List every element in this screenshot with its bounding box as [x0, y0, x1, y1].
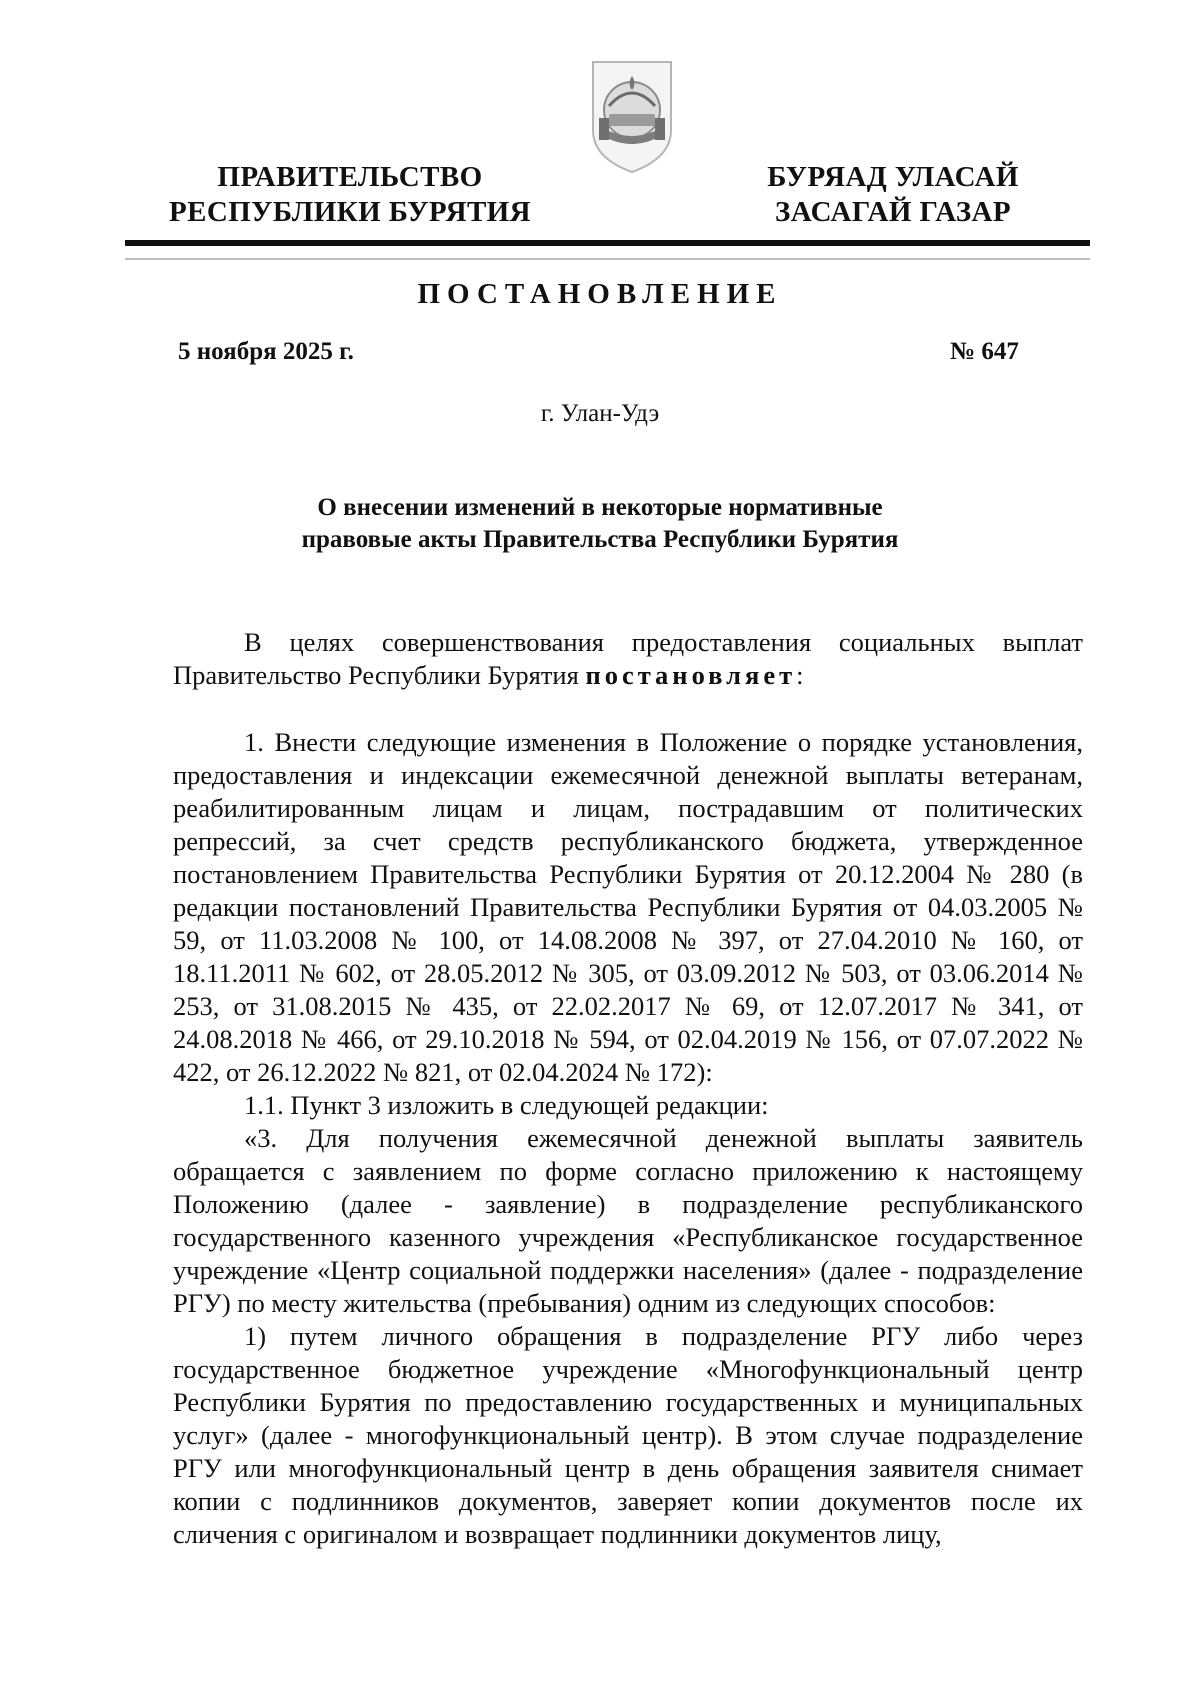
- header-right-line1: БУРЯАД УЛАСАЙ: [767, 161, 1019, 193]
- title-line1: О внесении изменений в некоторые нормативные: [317, 494, 883, 521]
- header-right: [728, 160, 1058, 230]
- document-number: № 647: [950, 338, 1019, 365]
- header-divider-thin: [125, 258, 1090, 260]
- document-type: ПОСТАНОВЛЕНИЕ: [417, 278, 783, 310]
- title-line2: правовые акты Правительства Республики Бурятия: [301, 526, 899, 553]
- body-paragraph: 1) путем личного обращения в подразделение РГУ либо через государственное бюджетное учреждение «Многофункциональный центр Республики Бурятия по предоставлению государственных и муниципальных услуг» (далее - многофункциональный центр). В этом случае подразделение РГУ или многофункциональный центр в день обращения заявителя снимает копии с подлинников документов, заверяет копии документов после их сличения с оригиналом и возвращает подлинники документов лицу,: [173, 1321, 1083, 1549]
- header-left-line1: ПРАВИТЕЛЬСТВО: [217, 161, 483, 193]
- document-city: г. Улан-Удэ: [540, 400, 660, 427]
- preamble-end: :: [796, 660, 804, 690]
- document-title: [0, 492, 1200, 556]
- header-right-line2: ЗАСАГАЙ ГАЗАР: [775, 196, 1011, 228]
- document-body: [173, 626, 1083, 1551]
- header-left: [150, 160, 550, 230]
- body-paragraph: «3. Для получения ежемесячной денежной выплаты заявитель обращается с заявлением по форме согласно приложению к настоящему Положению (далее - заявление) в подразделение республиканского государственного казенного учреждения «Республиканское государственное учреждение «Центр социальной поддержки населения» (далее - подразделение РГУ) по месту жительства (пребывания) одним из следующих способов:: [173, 1123, 1083, 1318]
- header-left-line2: РЕСПУБЛИКИ БУРЯТИЯ: [169, 196, 531, 228]
- document-date: 5 ноября 2025 г.: [178, 338, 354, 365]
- preamble-paragraph: [173, 626, 1083, 692]
- header-divider-thick: [125, 240, 1090, 246]
- preamble-emphasis: постановляет: [585, 660, 797, 690]
- coat-of-arms-icon: [587, 58, 677, 176]
- preamble-text: В целях совершенствования предоставления социальных выплат Правительство Республики Бурятия: [173, 627, 1083, 690]
- body-paragraph: 1. Внести следующие изменения в Положение о порядке установления, предоставления и индексации ежемесячной денежной выплаты ветеранам, реабилитированным лицам и лицам, пострадавшим от политических репрессий, за счет средств республиканского бюджета, утвержденное постановлением Правительства Республики Бурятия от 20.12.2004 № 280 (в редакции постановлений Правительства Республики Бурятия от 04.03.2005 № 59, от 11.03.2008 № 100, от 14.08.2008 № 397, от 27.04.2010 № 160, от 18.11.2011 № 602, от 28.05.2012 № 305, от 03.09.2012 № 503, от 03.06.2014 № 253, от 31.08.2015 № 435, от 22.02.2017 № 69, от 12.07.2017 № 341, от 24.08.2018 № 466, от 29.10.2018 № 594, от 02.04.2019 № 156, от 07.07.2022 № 422, от 26.12.2022 № 821, от 02.04.2024 № 172):: [173, 727, 1083, 1087]
- body-paragraph: 1.1. Пункт 3 изложить в следующей редакции:: [244, 1090, 769, 1120]
